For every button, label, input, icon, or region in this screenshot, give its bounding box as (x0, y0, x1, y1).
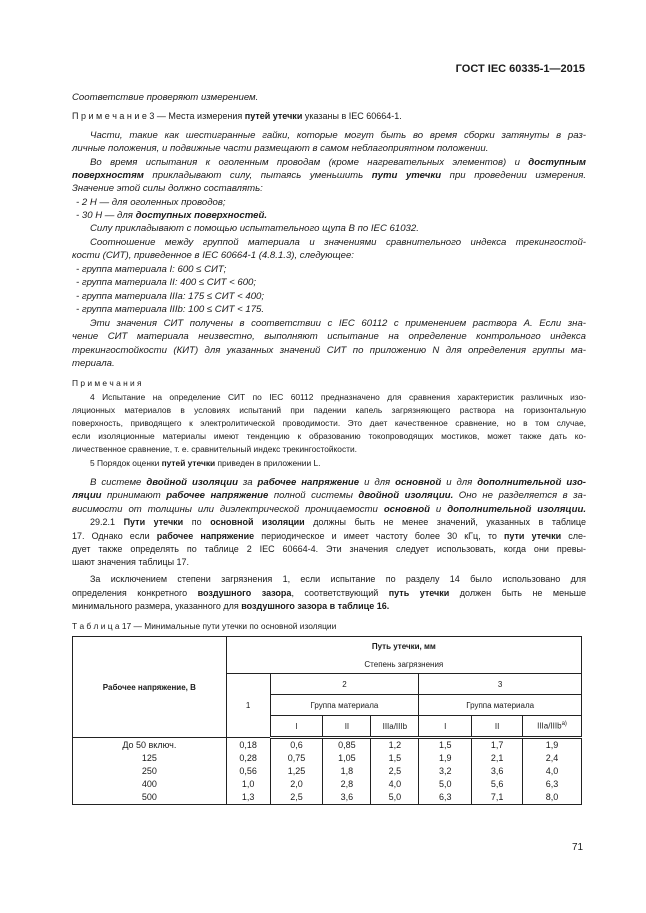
text-line (76, 209, 586, 222)
creepage-cell: 2,4 (523, 752, 582, 765)
text-segment: - группа материала IIIa: 175 ≤ СИТ < 400; (76, 291, 265, 302)
page-number: 71 (572, 842, 584, 853)
creepage-cell: 1,5 (419, 738, 472, 753)
bold-term: рабочее напряжение (166, 490, 269, 501)
text-segment: Т а б л и ц а (72, 621, 120, 631)
text-line (72, 417, 586, 430)
text-segment: - группа материала IIIb: 100 ≤ СИТ < 175. (76, 304, 265, 315)
text-segment: Соотношение между группой материала и значениями сравнительного индекса трекингостой- (90, 237, 586, 248)
text-segment: дует также определять по таблице 2 IEC 60664-4. Эти значения следует использовать, когда они превы- (72, 544, 586, 554)
text-line (72, 530, 586, 543)
text-line (72, 503, 586, 516)
text-segment: - группа материала II: 400 ≤ СИТ < 600; (76, 277, 257, 288)
document-header: ГОСТ IEC 60335-1—2015 (455, 63, 585, 75)
bold-term: доступных поверхностей. (135, 210, 267, 221)
text-line (90, 156, 586, 169)
creepage-cell: 4,0 (371, 778, 419, 791)
text-segment: личные положения, и подвижные части размещают в самом неблагоприятном положении. (72, 143, 489, 154)
bold-term: доступным (528, 157, 586, 168)
bold-term: дополнительной изо- (477, 477, 586, 488)
bold-term: основной (383, 504, 430, 515)
creepage-cell: 2,5 (371, 765, 419, 778)
text-segment: приведен в приложении L. (215, 458, 321, 468)
creepage-cell: 1,0 (226, 778, 270, 791)
bold-term: двойной изоляции (146, 477, 238, 488)
text-line (72, 587, 586, 600)
voltage-cell: 400 (73, 778, 227, 791)
creepage-cell: 0,56 (226, 765, 270, 778)
creepage-cell: 2,1 (472, 752, 523, 765)
group-3-ii: II (472, 716, 523, 738)
creepage-cell: 3,6 (323, 791, 371, 805)
pollution-2: 2 (270, 674, 419, 695)
text-segment: П р и м е ч а н и е (72, 111, 147, 121)
text-segment: , соответствующий (291, 588, 389, 598)
creepage-cell: 1,25 (270, 765, 323, 778)
text-segment: 17 — Минимальные пути утечки по основной изоляции (119, 621, 337, 631)
voltage-cell: 500 (73, 791, 227, 805)
text-line (90, 573, 586, 586)
table-row (73, 765, 582, 778)
creepage-cell: 0,75 (270, 752, 323, 765)
creepage-cell: 1,2 (371, 738, 419, 753)
text-segment: Эти значения СИТ получены в соответствии с IEC 60112 с применением раствора А. Если зна- (90, 318, 586, 329)
bold-term: основной (395, 477, 442, 488)
text-line (90, 457, 586, 470)
text-line (72, 344, 586, 357)
text-segment: сле- (561, 531, 586, 541)
creepage-cell: 5,0 (419, 778, 472, 791)
pollution-3: 3 (419, 674, 582, 695)
text-segment: за (237, 477, 258, 488)
creepage-cell: 7,1 (472, 791, 523, 805)
text-segment: определения конкретного (72, 588, 198, 598)
voltage-cell: 125 (73, 752, 227, 765)
table-row (73, 738, 582, 753)
creepage-cell: 0,85 (323, 738, 371, 753)
text-segment: П р и м е ч а н и я (72, 378, 142, 388)
text-segment: если изоляционные материалы имеют тенденцию к образованию токопроводящих мостиков, может также дать ко- (72, 431, 586, 441)
text-line (90, 129, 586, 142)
text-line (90, 476, 586, 489)
text-segment: поверхность, приводящего к электролитической проводимости. Это дает качественное сравнение, но в том случае, (72, 418, 586, 428)
text-segment: указаны в IEC 60664-1. (302, 111, 402, 121)
text-line (76, 263, 586, 276)
text-segment: висимости от толщины или диэлектрической проницаемости (72, 504, 384, 515)
bold-term: ляции (72, 490, 102, 501)
text-line (76, 290, 586, 303)
voltage-cell: До 50 включ. (73, 738, 227, 753)
text-segment: шают значения таблицы 17. (72, 557, 190, 567)
text-segment: по (183, 517, 211, 527)
bold-term: рабочее напряжение (257, 477, 360, 488)
text-line (90, 391, 586, 404)
text-segment: Оно не разделяется в за- (453, 490, 586, 501)
text-segment: 17. Однако если (72, 531, 157, 541)
text-line (72, 330, 586, 343)
text-line (72, 543, 586, 556)
text-segment: чение СИТ материала неизвестно, выполняют испытание на определение контрольного индекса (72, 331, 586, 342)
text-line (72, 182, 586, 195)
creepage-cell: 6,3 (523, 778, 582, 791)
footnote-mark: a) (561, 721, 567, 728)
creepage-cell: 1,9 (523, 738, 582, 753)
text-segment: Соответствие проверяют измерением. (72, 92, 259, 103)
table-row (73, 778, 582, 791)
text-segment: териала. (72, 358, 115, 369)
table-row (73, 752, 582, 765)
bold-term: поверхностям (72, 170, 144, 181)
group-3-i: I (419, 716, 472, 738)
pollution-header: Степень загрязнения (226, 655, 581, 674)
creepage-cell: 1,8 (323, 765, 371, 778)
text-segment: периодическое и имеет частоту более 30 кГц, то (254, 531, 504, 541)
table-17 (72, 636, 582, 805)
text-segment: и для (441, 477, 478, 488)
creepage-cell: 1,9 (419, 752, 472, 765)
text-line (72, 91, 586, 104)
text-line (72, 430, 586, 443)
creepage-cell: 1,7 (472, 738, 523, 753)
text-line (72, 110, 586, 123)
text-line (90, 222, 586, 235)
text-segment: 4 Испытание на определение СИТ по IEC 60112 предназначено для сравнения характеристик различных изо- (90, 392, 586, 402)
text-line (72, 600, 586, 613)
text-segment: ляционных материалов в условиях испытаний при падении капель загрязняющего раствора на горизонтальную (72, 405, 586, 415)
creepage-cell: 0,28 (226, 752, 270, 765)
text-segment: минимального размера, указанного для (72, 601, 242, 611)
bold-term: дополнительной изоляции. (447, 504, 586, 515)
creepage-header: Путь утечки, мм (226, 637, 581, 656)
text-line (72, 169, 586, 182)
creepage-cell: 4,0 (523, 765, 582, 778)
group-2-ii: II (323, 716, 371, 738)
text-segment: За исключением степени загрязнения 1, если испытание по разделу 14 было использовано для (90, 574, 586, 584)
bold-term: двойной изоляции. (358, 490, 454, 501)
voltage-header: Рабочее напряжение, В (73, 637, 227, 738)
creepage-cell: 1,05 (323, 752, 371, 765)
bold-term: Пути утечки (123, 517, 184, 527)
text-segment: 3 — Места измерения (146, 111, 245, 121)
text-line (72, 556, 586, 569)
text-line (72, 443, 586, 456)
text-segment: при проведении измерения. (441, 170, 586, 181)
bold-term: путей утечки (161, 458, 216, 468)
creepage-cell: 2,5 (270, 791, 323, 805)
text-segment: прикладывают силу, пытаясь уменьшить (143, 170, 372, 181)
text-segment: полной системы (268, 490, 359, 501)
creepage-cell: 2,0 (270, 778, 323, 791)
group-3-iii: IIIa/IIIb$^{a)}$ (523, 716, 582, 738)
bold-term: пути утечки (371, 170, 442, 181)
group-2-iii: IIIa/IIIb (371, 716, 419, 738)
creepage-cell: 5,6 (472, 778, 523, 791)
group-2-i: I (270, 716, 323, 738)
bold-term: пути утечки (503, 531, 562, 541)
text-segment: личественное сравнение, т. е. сравнительный индекс трекингостойкости. (72, 444, 357, 454)
creepage-cell: 5,0 (371, 791, 419, 805)
text-line (90, 516, 586, 529)
text-segment: трекингостойкости (КИТ) для указанных значений СИТ по приложению N для определения группы ма- (72, 345, 586, 356)
text-segment: - 2 Н — для оголенных проводов; (76, 197, 226, 208)
text-line (72, 249, 586, 262)
text-segment: должен быть не меньше (449, 588, 586, 598)
bold-term: воздушного зазора (197, 588, 292, 598)
table-body (73, 738, 582, 805)
creepage-cell: 8,0 (523, 791, 582, 805)
material-group-2: Группа материала (270, 695, 419, 716)
text-line (76, 196, 586, 209)
text-segment: Значение этой силы должно составлять: (72, 183, 263, 194)
text-line (72, 377, 586, 390)
bold-term: путь утечки (388, 588, 450, 598)
bold-term: основной изоляции (210, 517, 305, 527)
text-segment: 5 Порядок оценки (90, 458, 162, 468)
pollution-1: 1 (226, 674, 270, 738)
text-line (72, 357, 586, 370)
creepage-cell: 6,3 (419, 791, 472, 805)
text-line (72, 489, 586, 502)
text-line (76, 303, 586, 316)
material-group-3: Группа материала (419, 695, 582, 716)
creepage-cell: 1,5 (371, 752, 419, 765)
text-segment: - группа материала I: 600 ≤ СИТ; (76, 264, 227, 275)
text-segment: - 30 Н — для (76, 210, 136, 221)
text-segment: Части, такие как шестигранные гайки, которые могут быть во время сборки затянуты в раз- (90, 130, 586, 141)
creepage-cell: 3,2 (419, 765, 472, 778)
text-line (90, 236, 586, 249)
text-line (72, 620, 586, 633)
text-line (76, 276, 586, 289)
table-row (73, 791, 582, 805)
text-segment: 29.2.1 (90, 517, 124, 527)
text-line (90, 317, 586, 330)
creepage-cell: 0,18 (226, 738, 270, 753)
bold-term: воздушного зазора в таблице 16. (241, 601, 390, 611)
text-segment: кости (СИТ), приведенное в IEC 60664-1 (4.8.1.3), следующее: (72, 250, 354, 261)
text-line (72, 142, 586, 155)
text-segment: и для (359, 477, 396, 488)
text-segment: Во время испытания к оголенным проводам (кроме нагревательных элементов) и (90, 157, 529, 168)
text-segment: принимают (101, 490, 167, 501)
creepage-cell: 1,3 (226, 791, 270, 805)
creepage-cell: 0,6 (270, 738, 323, 753)
text-segment: и (429, 504, 448, 515)
creepage-cell: 3,6 (472, 765, 523, 778)
text-segment: В системе (90, 477, 147, 488)
text-segment: должны быть не менее значений, указанных в таблице (304, 517, 586, 527)
voltage-cell: 250 (73, 765, 227, 778)
bold-term: путей утечки (244, 111, 303, 121)
text-line (72, 404, 586, 417)
creepage-cell: 2,8 (323, 778, 371, 791)
text-segment: Силу прикладывают с помощью испытательного щупа В по IEC 61032. (90, 223, 419, 234)
bold-term: рабочее напряжение (156, 531, 255, 541)
